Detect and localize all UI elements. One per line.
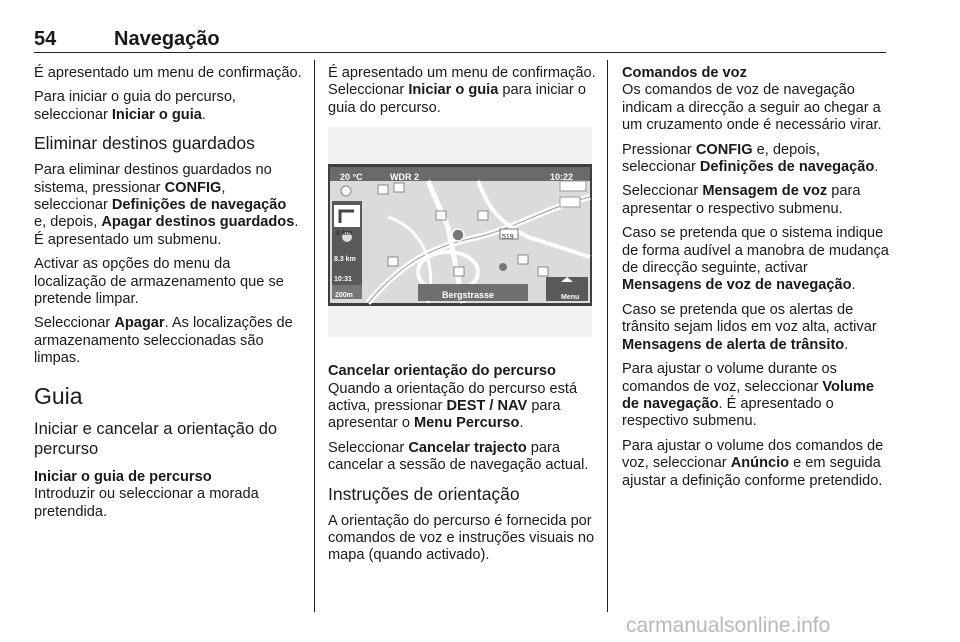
paragraph — [622, 225, 890, 295]
menu-term: Cancelar trajecto — [408, 439, 527, 456]
column-3 — [622, 65, 890, 497]
page-number: 54 — [34, 28, 57, 50]
chapter-heading: Guia — [34, 382, 83, 409]
menu-term: Iniciar o guia — [408, 82, 499, 99]
map-scale: 200m — [335, 292, 353, 300]
topic-heading: Cancelar orientação do percurso — [328, 363, 556, 380]
text: Caso se pretenda que os alertas de trânsito sejam lidos em voz alta, activar — [622, 301, 877, 336]
menu-term: Iniciar o guia — [111, 106, 202, 123]
menu-term: Mensagem de voz — [702, 183, 828, 200]
current-street: Bergstrasse — [442, 290, 495, 301]
text: . — [844, 336, 849, 353]
paragraph: Os comandos de voz de navegação indicam a direcção a seguir ao chegar a um cruzamento onde é necessário virar. — [622, 82, 882, 134]
text: . É apresentado o respectivo submenu. — [622, 395, 834, 430]
text: para apresentar o respectivo submenu. — [622, 183, 861, 217]
text: para iniciar o guia do percurso. — [328, 82, 586, 116]
paragraph — [34, 162, 302, 249]
paragraph: A orientação do percurso é fornecida por comandos de voz e instruções visuais no mapa (quando activado). — [328, 512, 595, 564]
button-term: CONFIG — [695, 141, 753, 158]
paragraph — [328, 381, 596, 433]
text: . — [874, 159, 879, 176]
paragraph — [622, 302, 890, 354]
turn-distance: 0 km — [336, 230, 352, 238]
section-heading: Eliminar destinos guardados — [34, 133, 255, 154]
paragraph — [622, 142, 890, 177]
text: e, depois, seleccionar — [622, 141, 820, 176]
text: Pressionar — [622, 141, 696, 158]
subsection-heading: Iniciar e cancelar a orientação do percurso — [34, 419, 278, 458]
paragraph: Introduzir ou seleccionar a morada pretendida. — [34, 486, 259, 520]
menu-term: Mensagens de voz de navegação — [622, 277, 852, 294]
text: Seleccionar — [34, 315, 115, 332]
paragraph — [34, 89, 302, 124]
button-term: CONFIG — [164, 179, 222, 196]
text: Seleccionar — [622, 183, 703, 200]
text: Para iniciar o guia do percurso, seleccionar — [34, 89, 236, 123]
menu-term: Volume de navegação — [622, 378, 875, 412]
menu-term: Definições de navegação — [699, 159, 875, 176]
paragraph: Activar as opções do menu da localização de armazenamento que se pretende limpar. — [34, 256, 284, 308]
text: Para eliminar destinos guardados no sistema, pressionar — [34, 162, 272, 196]
radio-station: WDR 2 — [390, 172, 419, 183]
paragraph — [622, 438, 890, 490]
chapter-title: Navegação — [114, 28, 220, 50]
paragraph — [622, 361, 890, 431]
text: para cancelar a sessão de navegação actual. — [328, 439, 589, 474]
navigation-map-graphic — [328, 127, 592, 337]
text: e, depois, — [34, 214, 102, 231]
remaining-distance: 8.3 km — [334, 256, 356, 264]
paragraph — [328, 440, 596, 475]
menu-button-label: Menu — [561, 294, 580, 302]
text: . — [201, 106, 206, 123]
text: Seleccionar — [328, 439, 409, 456]
watermark: carmanualsonline.info — [626, 614, 831, 637]
navigation-screen-image — [328, 127, 592, 337]
menu-term: Anúncio — [730, 455, 790, 472]
topic-heading: Comandos de voz — [622, 65, 747, 81]
page-header — [34, 26, 886, 53]
column-2 — [328, 65, 596, 572]
arrival-time: 10:31 — [334, 276, 352, 284]
text: Caso se pretenda que o sistema indique de forma audível a manobra de mudança de direcção seguinte, activar — [622, 225, 889, 277]
clock: 10:22 — [550, 172, 574, 183]
text: e em seguida ajustar a definição conforme pretendido. — [622, 455, 883, 489]
paragraph — [328, 65, 596, 117]
text: Para ajustar o volume dos comandos de voz, seleccionar — [622, 437, 884, 472]
text: . — [851, 277, 856, 294]
paragraph: É apresentado um menu de confirmação. — [34, 65, 302, 81]
text: para apresentar o — [328, 398, 561, 432]
section-heading: Instruções de orientação — [328, 483, 520, 504]
paragraph — [622, 183, 890, 218]
column-divider — [607, 60, 608, 612]
menu-term: Definições de navegação — [111, 197, 287, 214]
text: . As localizações de armazenamento seleccionadas são limpas. — [34, 315, 293, 367]
menu-term: Apagar destinos guardados — [101, 214, 295, 231]
text: Quando a orientação do percurso está activa, pressionar — [328, 380, 578, 415]
menu-term: Mensagens de alerta de trânsito — [622, 336, 845, 353]
topic-heading: Iniciar o guia de percurso — [34, 468, 212, 485]
text: . — [519, 415, 524, 432]
column-divider — [314, 60, 315, 612]
text: É apresentado um menu de confirmação. Seleccionar — [328, 65, 596, 99]
text: Para ajustar o volume durante os comandos de voz, seleccionar — [622, 361, 837, 395]
menu-term: Apagar — [114, 315, 165, 332]
column-1 — [34, 65, 302, 528]
menu-term: Menu Percurso — [414, 415, 520, 432]
paragraph — [34, 315, 302, 367]
text: , seleccionar — [34, 179, 226, 214]
road-number: 519 — [502, 234, 514, 242]
temperature-readout: 20 °C — [340, 172, 363, 183]
text: . É apresentado um submenu. — [34, 214, 299, 248]
button-term: DEST / NAV — [446, 398, 528, 415]
